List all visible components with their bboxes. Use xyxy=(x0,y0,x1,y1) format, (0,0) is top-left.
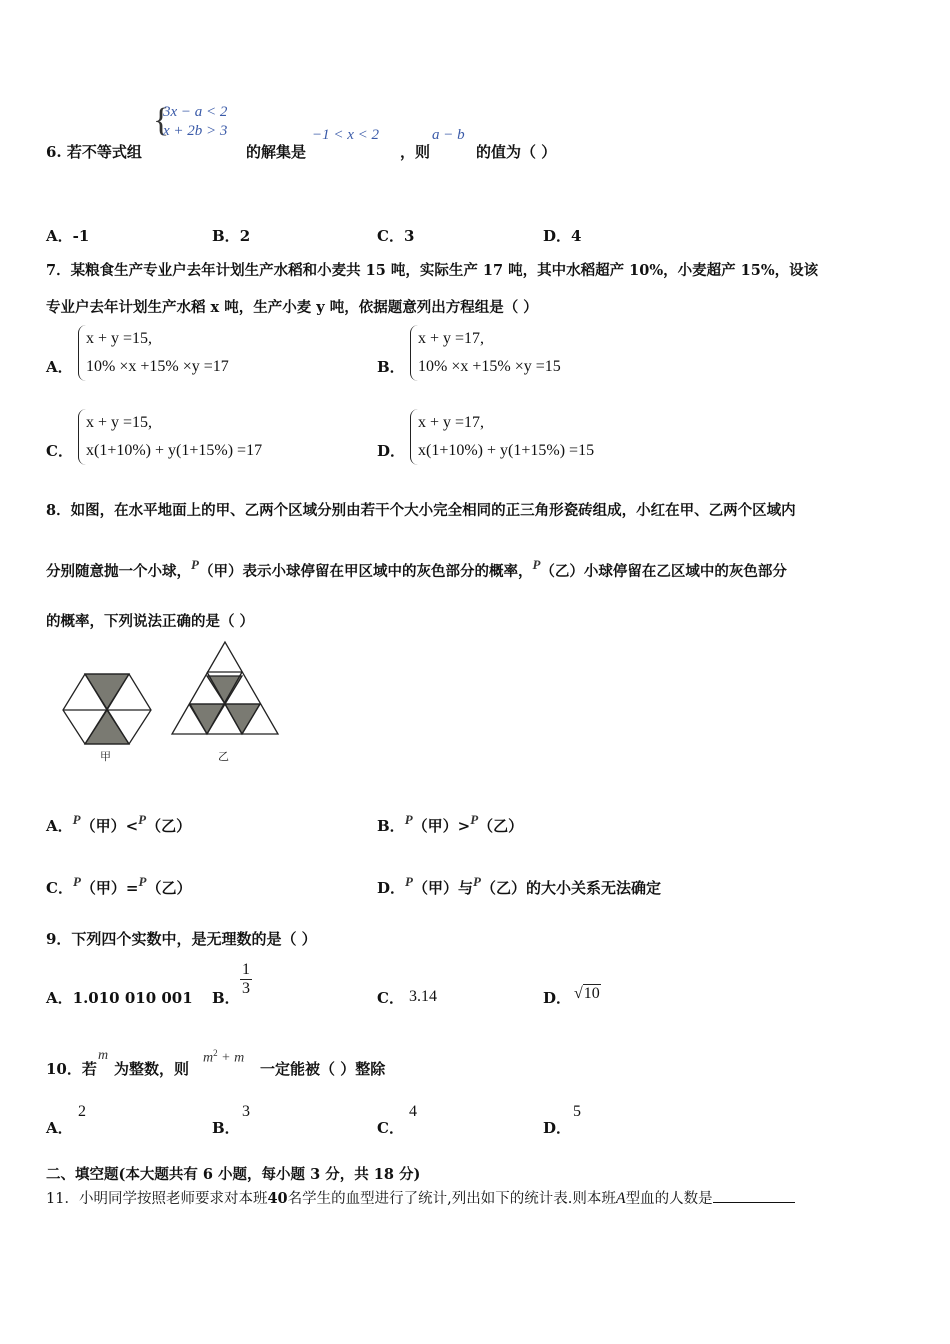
q6-suffix: 的值为（ ） xyxy=(476,143,557,161)
q7-a-eq1: x + y =15, xyxy=(86,330,153,347)
q10-prefix: 10．若 xyxy=(46,1060,97,1078)
q9-option-a[interactable]: A．1.010 010 001 xyxy=(46,989,193,1007)
q10-suffix: 一定能被（ ）整除 xyxy=(260,1060,386,1078)
q10-option-d-letter[interactable]: D． xyxy=(543,1119,572,1137)
q9-option-c-letter[interactable]: C． xyxy=(377,989,404,1007)
q8-line3: 的概率，下列说法正确的是（ ） xyxy=(46,613,255,630)
q7-option-d-letter[interactable]: D． xyxy=(377,442,406,460)
q8-option-b[interactable]: B．P（甲）>P（乙） xyxy=(377,812,524,835)
q6-brace: { xyxy=(153,102,170,139)
q6-solution: −1 < x < 2 xyxy=(312,127,380,143)
q10-option-c-letter[interactable]: C． xyxy=(377,1119,404,1137)
q7-line1: 7．某粮食生产专业户去年计划生产水稻和小麦共 15 吨，实际生产 17 吨，其中水稻超产 10%，小麦超产 15%，设该 xyxy=(46,262,819,279)
q7-option-b-system[interactable] xyxy=(410,325,561,381)
q8-line2: 分别随意抛一个小球，P（甲）表示小球停留在甲区域中的灰色部分的概率，P（乙）小球停留在乙区域中的灰色部分 xyxy=(46,557,787,580)
q6-option-b[interactable]: B．2 xyxy=(212,227,251,245)
q6-prefix: 6. 若不等式组 xyxy=(46,143,142,161)
q7-option-a-system[interactable] xyxy=(78,325,229,381)
label-yi: 乙 xyxy=(218,750,229,763)
q9-option-d-value[interactable]: √10 xyxy=(574,985,600,1002)
q6-middle: 的解集是 xyxy=(246,143,307,161)
jia-tri-top xyxy=(85,674,129,710)
q8-option-d[interactable]: D．P（甲）与P（乙）的大小关系无法确定 xyxy=(377,874,661,897)
q6-option-d[interactable]: D．4 xyxy=(543,227,582,245)
q8-line1: 8．如图，在水平地面上的甲、乙两个区域分别由若干个大小完全相同的正三角形瓷砖组成，小红在甲、乙两个区域内 xyxy=(46,502,796,519)
q9-stem: 9．下列四个实数中，是无理数的是（ ） xyxy=(46,930,317,948)
q7-b-eq1: x + y =17, xyxy=(418,330,485,347)
yi-tri-left xyxy=(190,704,225,734)
q7-c-eq1: x + y =15, xyxy=(86,414,153,431)
q7-c-eq2: x(1+10%) + y(1+15%) =17 xyxy=(86,442,263,459)
q9-option-b-letter[interactable]: B． xyxy=(212,989,240,1007)
q7-option-b-letter[interactable]: B． xyxy=(377,358,405,376)
q10-mid: 为整数，则 xyxy=(114,1060,190,1078)
q7-option-d-system[interactable] xyxy=(410,409,594,465)
q6-option-a[interactable]: A．-1 xyxy=(46,227,90,245)
q10-option-b-letter[interactable]: B． xyxy=(212,1119,240,1137)
yi-tri-right xyxy=(225,704,260,734)
q7-b-eq2: 10% ×x +15% ×y =15 xyxy=(418,358,561,375)
q6-sys-line2: x + 2b > 3 xyxy=(163,123,228,139)
q6-then: ，则 xyxy=(400,143,431,161)
q8-option-c[interactable]: C．P（甲）=P（乙） xyxy=(46,874,192,897)
q8-figure xyxy=(60,636,290,766)
q10-option-b-value[interactable]: 3 xyxy=(242,1103,250,1120)
q10-option-a-letter[interactable]: A． xyxy=(46,1119,73,1137)
section-2-title: 二、填空题(本大题共有 6 小题，每小题 3 分，共 18 分) xyxy=(46,1166,421,1183)
q8-option-a[interactable]: A．P（甲）<P（乙） xyxy=(46,812,192,835)
figure-yi xyxy=(172,642,278,734)
label-jia: 甲 xyxy=(100,750,111,763)
jia-tri-bottom xyxy=(85,710,129,744)
q11-line: 11．小明同学按照老师要求对本班40名学生的血型进行了统计,列出如下的统计表.则本班A型血的人数是 xyxy=(46,1187,795,1208)
q10-expr: $m^2 + m$ xyxy=(203,1048,245,1066)
q7-d-eq1: x + y =17, xyxy=(418,414,485,431)
q7-line2: 专业户去年计划生产水稻 x 吨，生产小麦 y 吨，依据题意列出方程组是（ ） xyxy=(46,299,538,316)
q6-option-c[interactable]: C．3 xyxy=(377,227,415,245)
q10-var: m xyxy=(98,1048,109,1063)
figure-jia xyxy=(63,674,151,744)
q7-d-eq2: x(1+10%) + y(1+15%) =15 xyxy=(418,442,595,459)
q7-option-a-letter[interactable]: A． xyxy=(46,358,73,376)
q9-option-d-letter[interactable]: D． xyxy=(543,989,572,1007)
q7-option-c-letter[interactable]: C． xyxy=(46,442,73,460)
q6-sys-line1: 3x − a < 2 xyxy=(163,104,228,120)
q11-answer-blank[interactable] xyxy=(713,1188,795,1203)
q7-option-c-system[interactable] xyxy=(78,409,262,465)
q6-expr: a − b xyxy=(432,127,465,143)
q10-option-d-value[interactable]: 5 xyxy=(573,1103,581,1120)
q9-option-b-fraction[interactable]: $\frac{1}{3}$ xyxy=(242,961,250,997)
q10-option-a-value[interactable]: 2 xyxy=(78,1103,86,1120)
q7-a-eq2: 10% ×x +15% ×y =17 xyxy=(86,358,229,375)
q9-option-c-value[interactable]: 3.14 xyxy=(409,988,437,1005)
q10-option-c-value[interactable]: 4 xyxy=(409,1103,417,1120)
